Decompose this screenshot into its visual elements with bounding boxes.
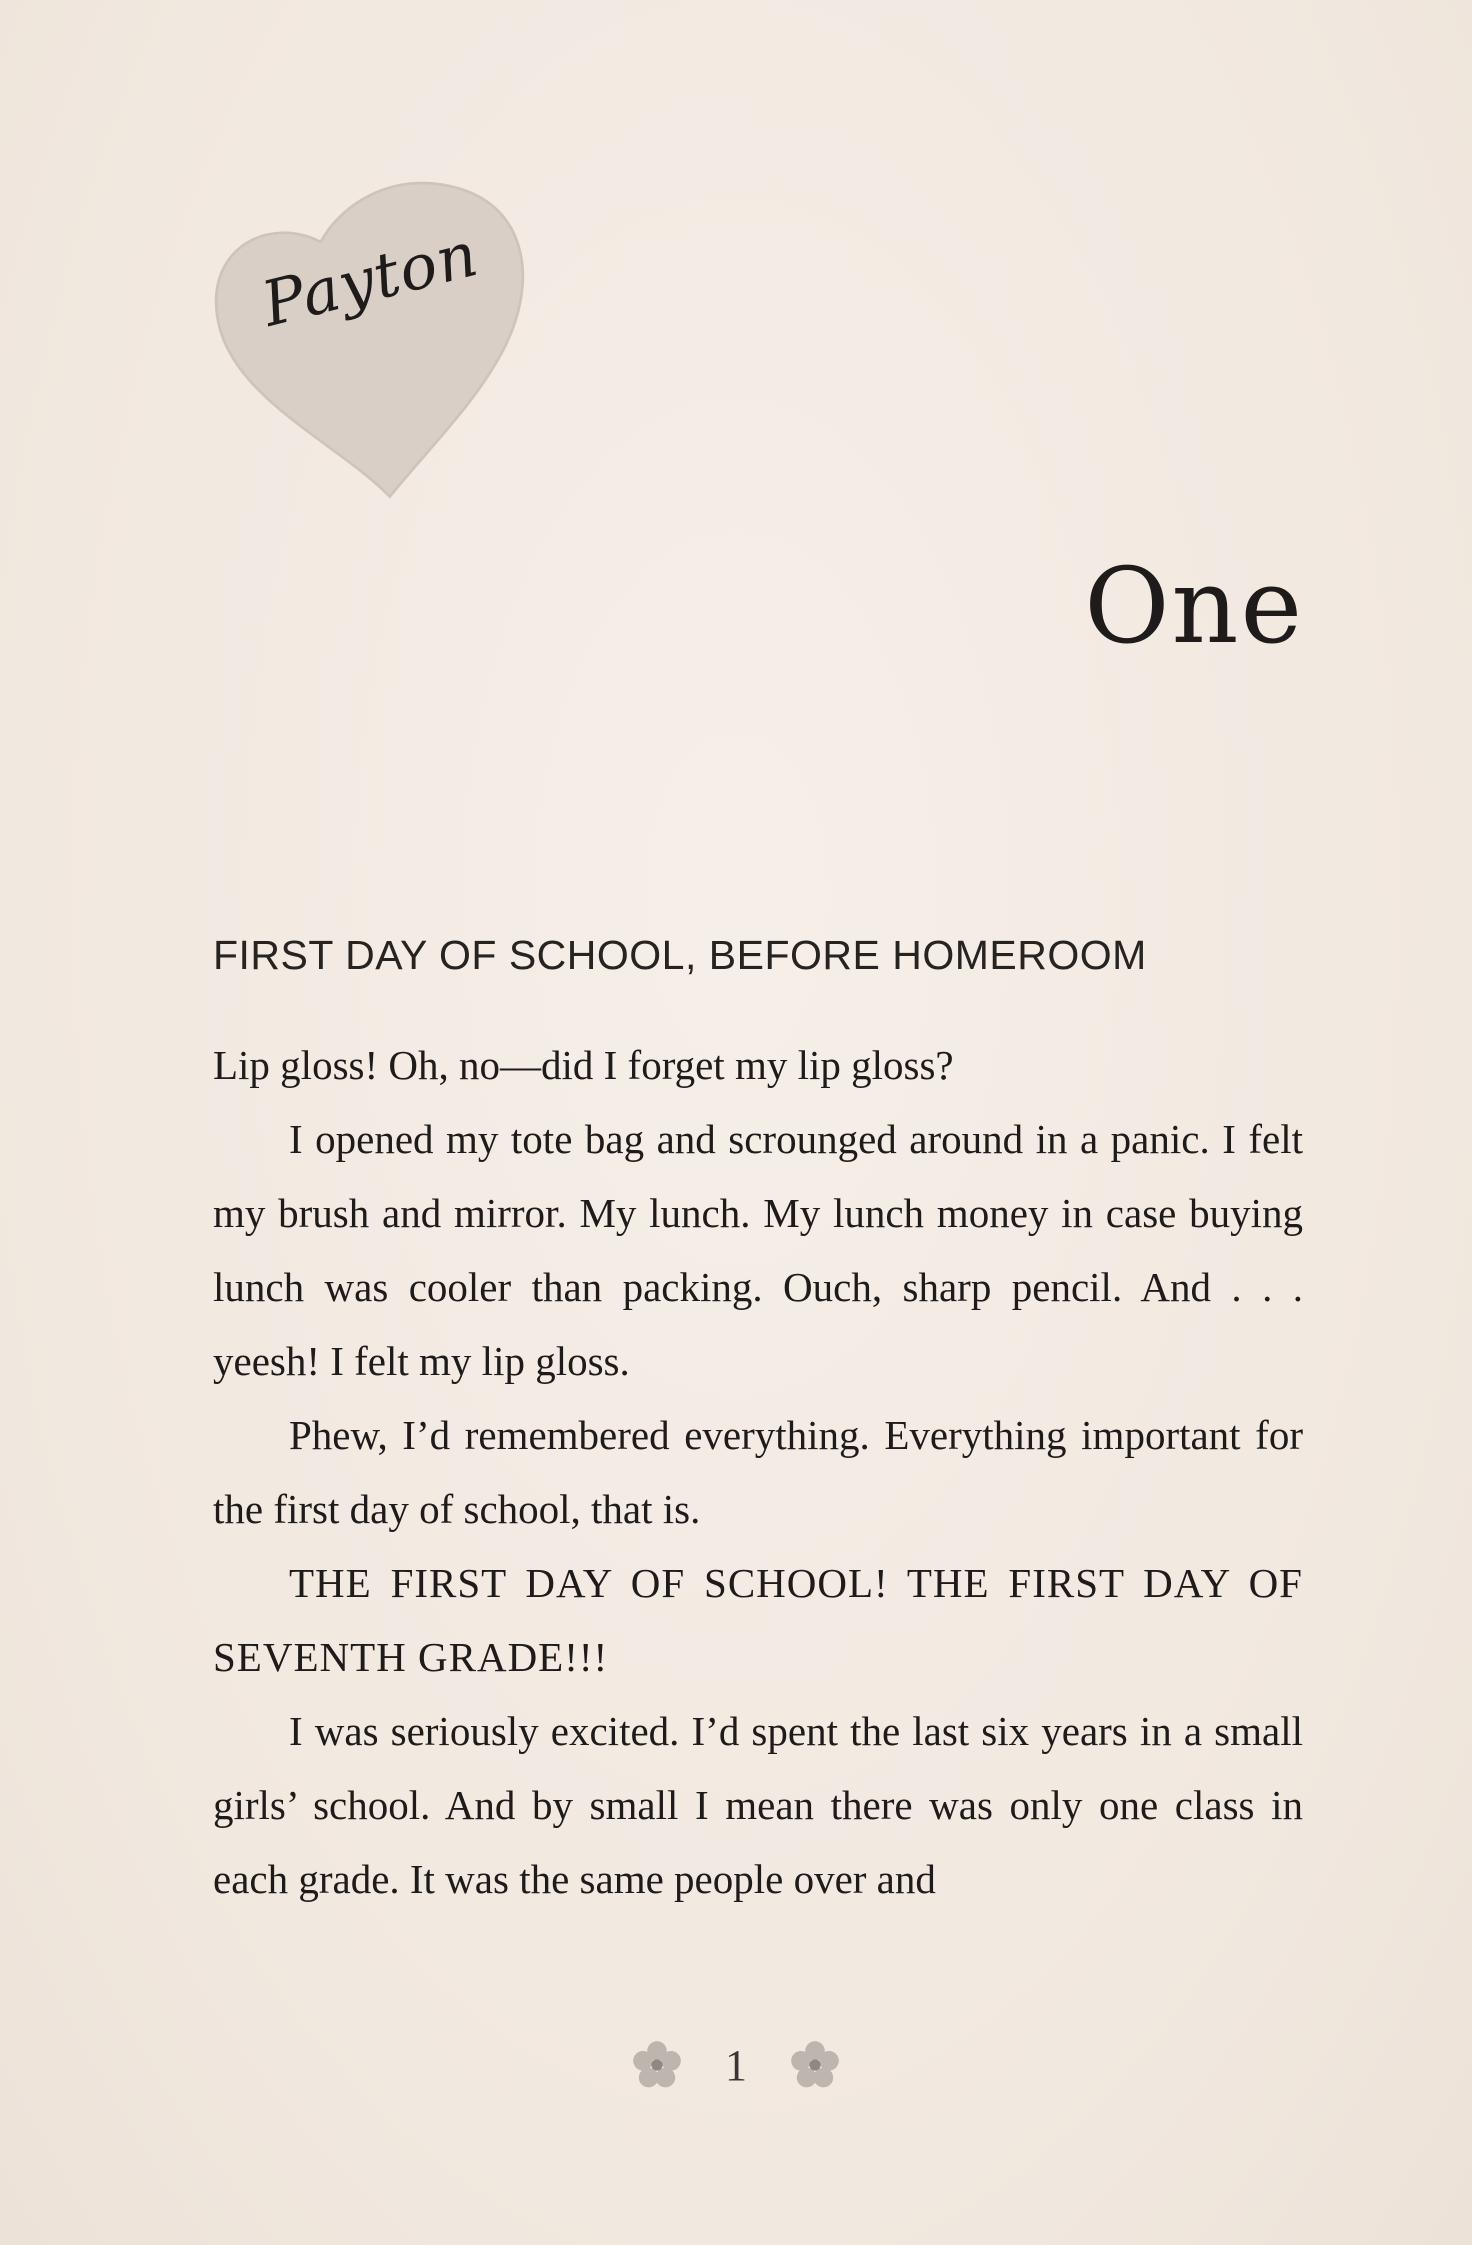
character-name: Payton: [255, 216, 486, 341]
paragraph: I opened my tote bag and scrounged around in a panic. I felt my brush and mirror. My lunch. My lunch money in case buying lunch was cooler than packing. Ouch, sharp pencil. And . . . yeesh! I felt my lip gloss.: [213, 1116, 1303, 1384]
page-number: 1: [725, 2040, 747, 2090]
paragraph: Phew, I’d remembered everything. Everything important for the first day of school, that is.: [213, 1412, 1303, 1532]
paragraph: THE FIRST DAY OF SCHOOL! THE FIRST DAY OF SEVENTH GRADE!!!: [213, 1560, 1303, 1680]
heart-icon: [200, 175, 545, 510]
flower-icon: [787, 2037, 843, 2093]
flower-icon: [629, 2037, 685, 2093]
body-text: [213, 1028, 1303, 1916]
page-footer: [0, 2030, 1472, 2100]
chapter-title: One: [1084, 545, 1304, 667]
paragraph: Lip gloss! Oh, no—did I forget my lip gloss?: [213, 1042, 954, 1088]
section-heading: FIRST DAY OF SCHOOL, BEFORE HOMEROOM: [213, 932, 1147, 978]
paragraph: I was seriously excited. I’d spent the last six years in a small girls’ school. And by small I mean there was only one class in each grade. It was the same people over and: [213, 1708, 1303, 1902]
